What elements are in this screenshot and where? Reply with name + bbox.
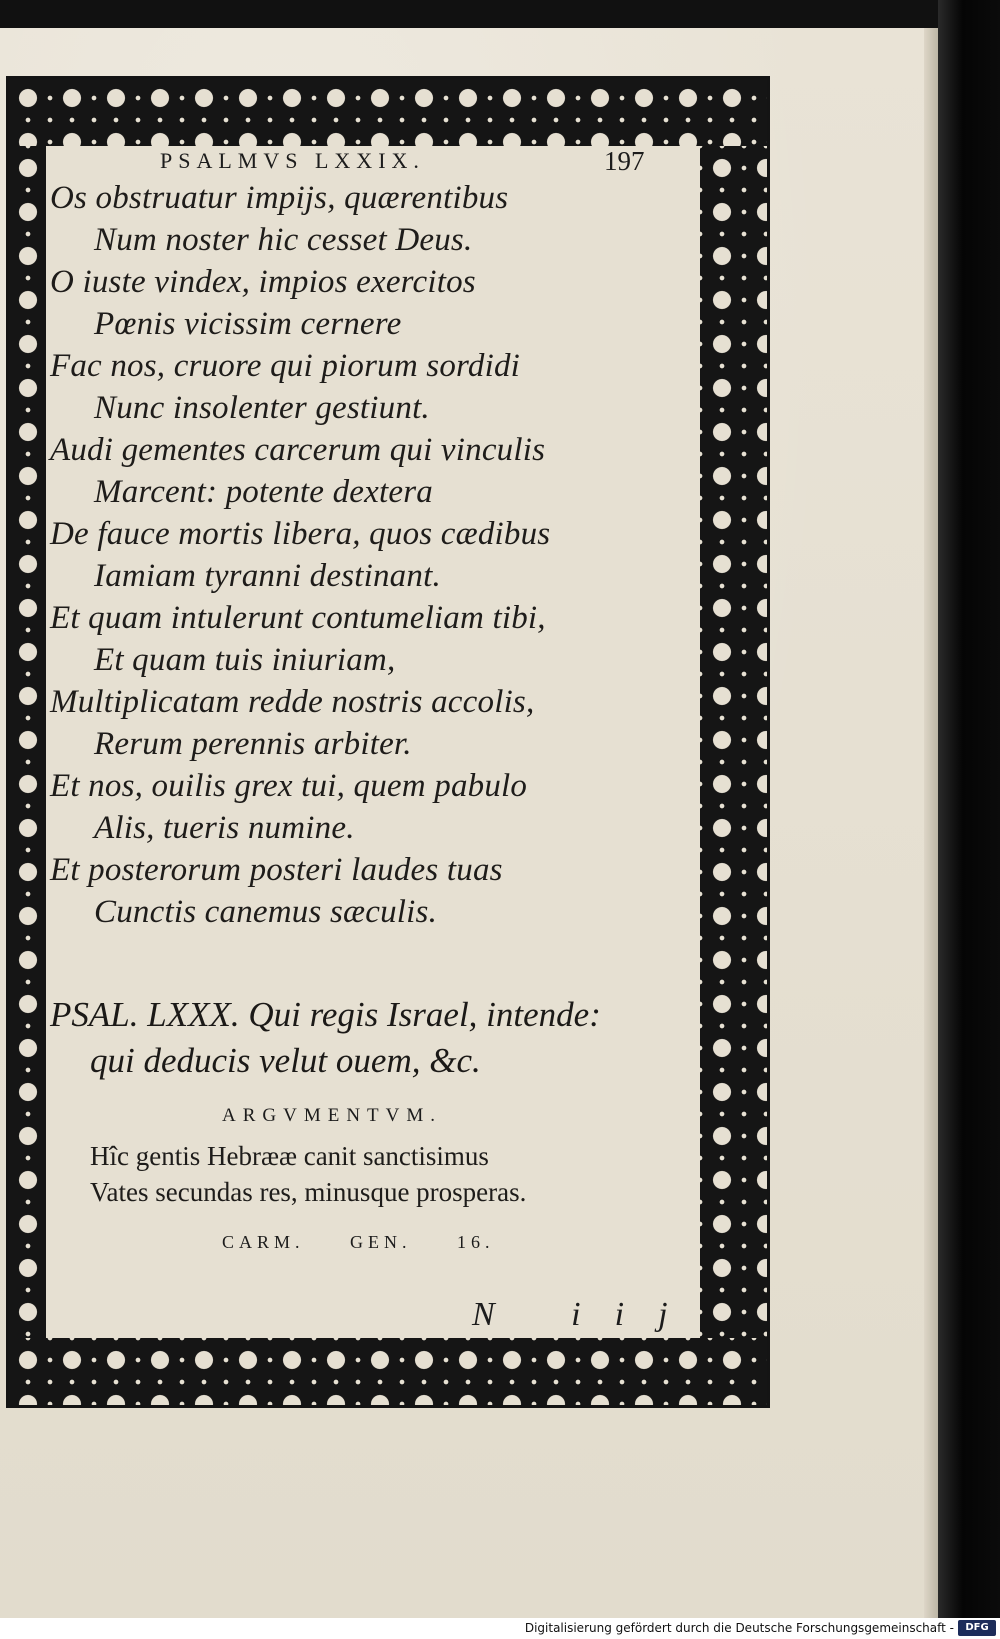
- verse-line: Num noster hic cesset Deus.: [94, 222, 473, 258]
- verse-line: Multiplicatam redde nostris accolis,: [50, 684, 535, 720]
- page-number: 197: [604, 146, 645, 176]
- signature-mark: N iij: [472, 1296, 702, 1333]
- verse-line: Et posterorum posteri laudes tuas: [50, 852, 503, 888]
- verse-line: Alis, tueris numine.: [94, 810, 355, 846]
- gathering-part: GEN.: [350, 1232, 412, 1252]
- verse-line: Audi gementes carcerum qui vinculis: [50, 432, 546, 468]
- psalm-title: [50, 992, 690, 1084]
- verse-line: O iuste vindex, impios exercitos: [50, 264, 476, 300]
- verse-line: Cunctis canemus sæculis.: [94, 894, 438, 930]
- dfg-logo: DFG: [958, 1620, 996, 1636]
- running-head: PSALMVS LXXIX.: [160, 148, 425, 173]
- gathering-part: 16.: [457, 1232, 495, 1252]
- verse-line: Et quam tuis iniuriam,: [94, 642, 396, 678]
- argument-line: Hîc gentis Hebrææ canit sanctisimus: [90, 1141, 489, 1171]
- verse-line: Fac nos, cruore qui piorum sordidi: [50, 348, 521, 384]
- gathering-part: CARM.: [222, 1232, 305, 1252]
- verse-line: Iamiam tyranni destinant.: [94, 558, 441, 594]
- verse-line: Nunc insolenter gestiunt.: [94, 390, 430, 426]
- page-edge: [924, 28, 938, 1618]
- argument-heading: ARGVMENTVM.: [222, 1105, 443, 1126]
- gathering-line: [222, 1232, 582, 1253]
- verse-line: Et quam intulerunt contumeliam tibi,: [50, 600, 546, 636]
- argument-text: [90, 1138, 690, 1210]
- verse-line: Os obstruatur impijs, quærentibus: [50, 180, 509, 216]
- psalm-title-line: PSAL. LXXX. Qui regis Israel, intende:: [50, 995, 601, 1034]
- psalm-title-line: qui deducis velut ouem, &c.: [90, 1041, 481, 1080]
- verse-line: Marcent: potente dextera: [94, 474, 433, 510]
- verse-line: De fauce mortis libera, quos cædibus: [50, 516, 551, 552]
- binding-edge: [938, 0, 1000, 1618]
- argument-line: Vates secundas res, minusque prosperas.: [90, 1177, 527, 1207]
- footer-bar: [0, 1618, 1000, 1639]
- verse-line: Et nos, ouilis grex tui, quem pabulo: [50, 768, 528, 804]
- verse-line: Rerum perennis arbiter.: [94, 726, 412, 762]
- footer-credit: Digitalisierung gefördert durch die Deutsche Forschungsgemeinschaft -: [524, 1621, 954, 1635]
- verse-line: Pœnis vicissim cernere: [94, 306, 402, 342]
